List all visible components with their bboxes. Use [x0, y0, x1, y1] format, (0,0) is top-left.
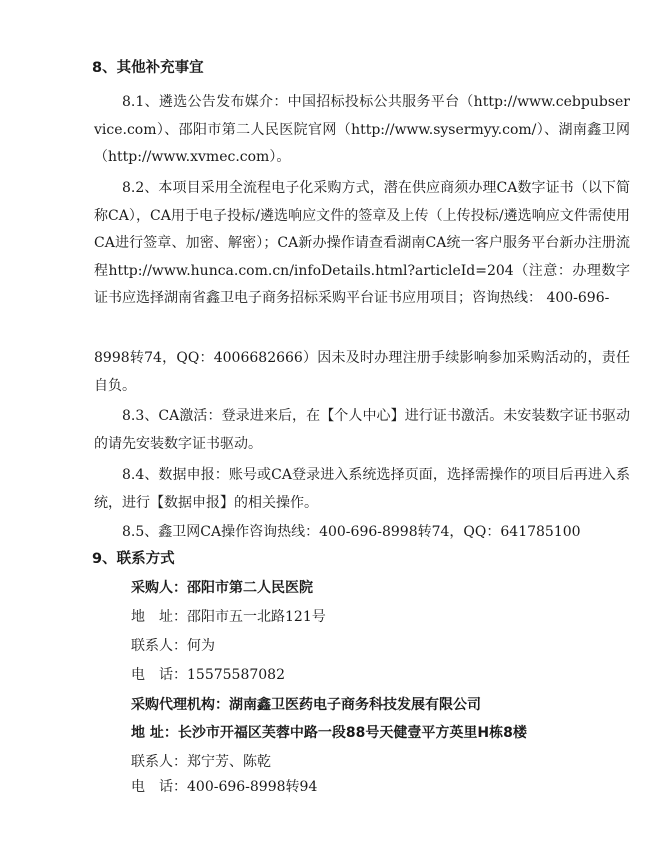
paragraph-8-5: 8.5、鑫卫网CA操作咨询热线：400-696-8998转74，QQ：641785100 — [122, 524, 581, 540]
agency-address-label: 地 址： — [131, 725, 178, 741]
agency-contact-label: 联系人： — [131, 754, 187, 770]
agency-phone-label: 电 话： — [131, 779, 187, 795]
address-value: 邵阳市五一北路121号 — [187, 609, 326, 625]
contact-row — [131, 636, 215, 658]
section-9-heading: 9、联系方式 — [92, 551, 175, 567]
purchaser-label: 采购人： — [131, 580, 187, 596]
paragraph-8-1: 8.1、遴选公告发布媒介：中国招标投标公共服务平台（http://www.cebpubservice.com）、邵阳市第二人民医院官网（http://www.sysermyy.com/）、湖南鑫卫网（http://www.xvmec.com）。 — [94, 94, 630, 165]
contact-label: 联系人： — [131, 638, 187, 654]
agency-value: 湖南鑫卫医药电子商务科技发展有限公司 — [229, 697, 481, 713]
purchaser-value: 邵阳市第二人民医院 — [187, 580, 313, 596]
agency-address-row — [131, 723, 527, 745]
phone-row — [131, 665, 285, 687]
agency-label: 采购代理机构： — [131, 697, 229, 713]
agency-phone-value: 400-696-8998转94 — [187, 779, 318, 795]
phone-value: 15575587082 — [187, 667, 285, 683]
agency-phone-row — [131, 777, 317, 799]
agency-address-value: 长沙市开福区芙蓉中路一段88号天健壹平方英里H栋8楼 — [177, 725, 527, 741]
phone-label: 电 话： — [131, 667, 187, 683]
agency-contact-row — [131, 752, 271, 774]
paragraph-8-2a: 8.2、本项目采用全流程电子化采购方式，潜在供应商须办理CA数字证书（以下简称CA），CA用于电子投标/遴选响应文件的签章及上传（上传投标/遴选响应文件需使用CA进行签章、加密、解密）；CA新办操作请查看湖南CA统一客户服务平台新办注册流程http://www.hunca.com.cn/infoDetails.html?articleId=204（注意：办理数字证书应选择湖南省鑫卫电子商务招标采购平台证书应用项目；咨询热线： 400-696- — [94, 180, 630, 306]
agency-contact-value: 郑宁芳、陈乾 — [187, 754, 271, 770]
section-8-heading: 8、其他补充事宜 — [92, 60, 204, 76]
paragraph-8-2b: 8998转74，QQ：4006682666）因未及时办理注册手续影响参加采购活动的，责任自负。 — [94, 350, 630, 394]
contact-value: 何为 — [187, 638, 215, 654]
address-label: 地 址： — [131, 609, 187, 625]
paragraph-8-3: 8.3、CA激活：登录进来后，在【个人中心】进行证书激活。未安装数字证书驱动的请先安装数字证书驱动。 — [94, 408, 630, 452]
paragraph-8-4: 8.4、数据申报：账号或CA登录进入系统选择页面，选择需操作的项目后再进入系统，进行【数据申报】的相关操作。 — [94, 467, 630, 511]
agency-row — [131, 695, 481, 717]
address-row — [131, 607, 326, 629]
purchaser-row — [131, 578, 313, 600]
